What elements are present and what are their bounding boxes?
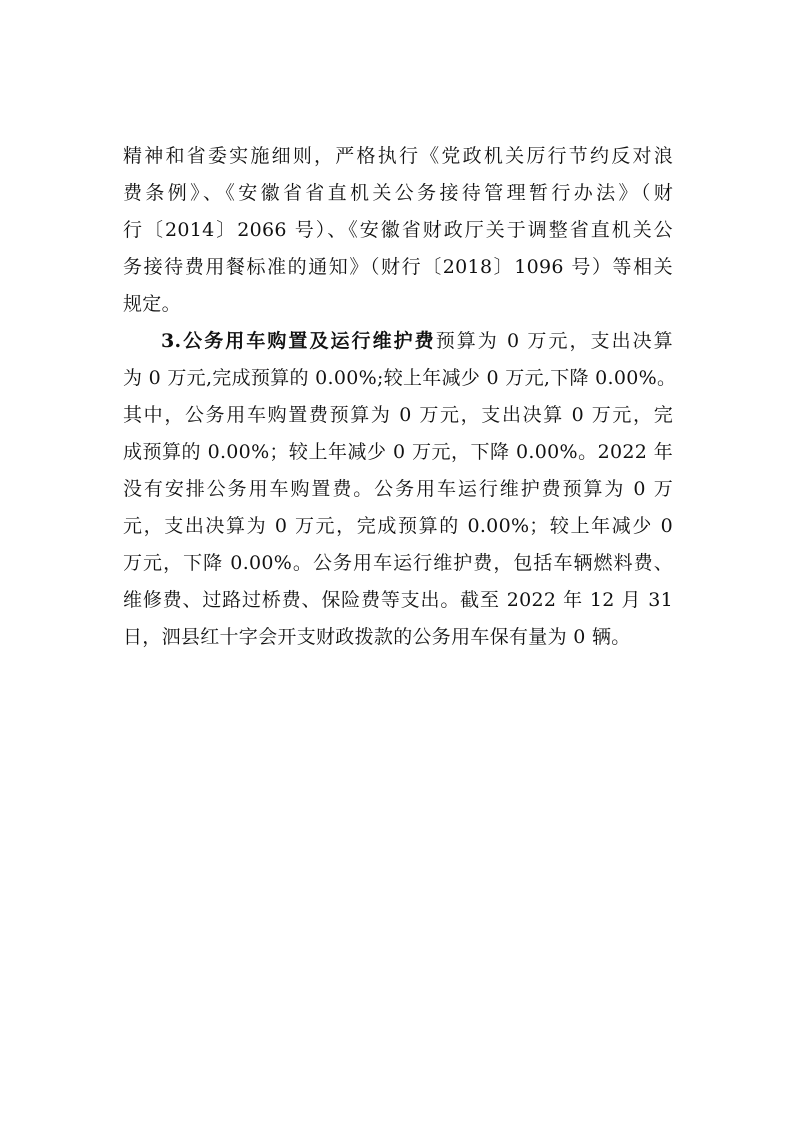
paragraph-vehicle-expenses [123, 323, 677, 656]
paragraph-line: 为 0 万元,完成预算的 0.00%;较上年减少 0 万元,下降 0.00%。 [123, 367, 677, 389]
first-line-text: 预算为 0 万元，支出决算 [435, 330, 673, 352]
paragraph-line: 成预算的 0.00%；较上年减少 0 万元，下降 0.00%。2022 年 [123, 441, 673, 463]
paragraph-line: 行〔2014〕2066 号）、《安徽省财政厅关于调整省直机关公 [123, 219, 673, 241]
paragraph-line: 精神和省委实施细则，严格执行《党政机关厉行节约反对浪 [123, 145, 673, 167]
paragraph-line: 元，支出决算为 0 万元，完成预算的 0.00%；较上年减少 0 [123, 515, 673, 537]
paragraph-line: 务接待费用餐标准的通知》（财行〔2018〕1096 号）等相关 [123, 256, 673, 278]
paragraph-line: 其中，公务用车购置费预算为 0 万元，支出决算 0 万元，完 [123, 404, 673, 426]
paragraph-line: 费条例》、《安徽省省直机关公务接待管理暂行办法》（财 [123, 182, 673, 204]
paragraph-first-line [123, 323, 673, 360]
paragraph-reception-rules [123, 138, 673, 323]
paragraph-line: 万元，下降 0.00%。公务用车运行维护费，包括车辆燃料费、 [123, 552, 673, 574]
paragraph-line: 日，泗县红十字会开支财政拨款的公务用车保有量为 0 辆。 [123, 626, 631, 648]
paragraph-line: 规定。 [123, 293, 181, 315]
section-heading: 3.公务用车购置及运行维护费 [161, 330, 436, 352]
paragraph-line: 维修费、过路过桥费、保险费等支出。截至 2022 年 12 月 31 [123, 589, 673, 611]
paragraph-line: 没有安排公务用车购置费。公务用车运行维护费预算为 0 万 [123, 478, 673, 500]
